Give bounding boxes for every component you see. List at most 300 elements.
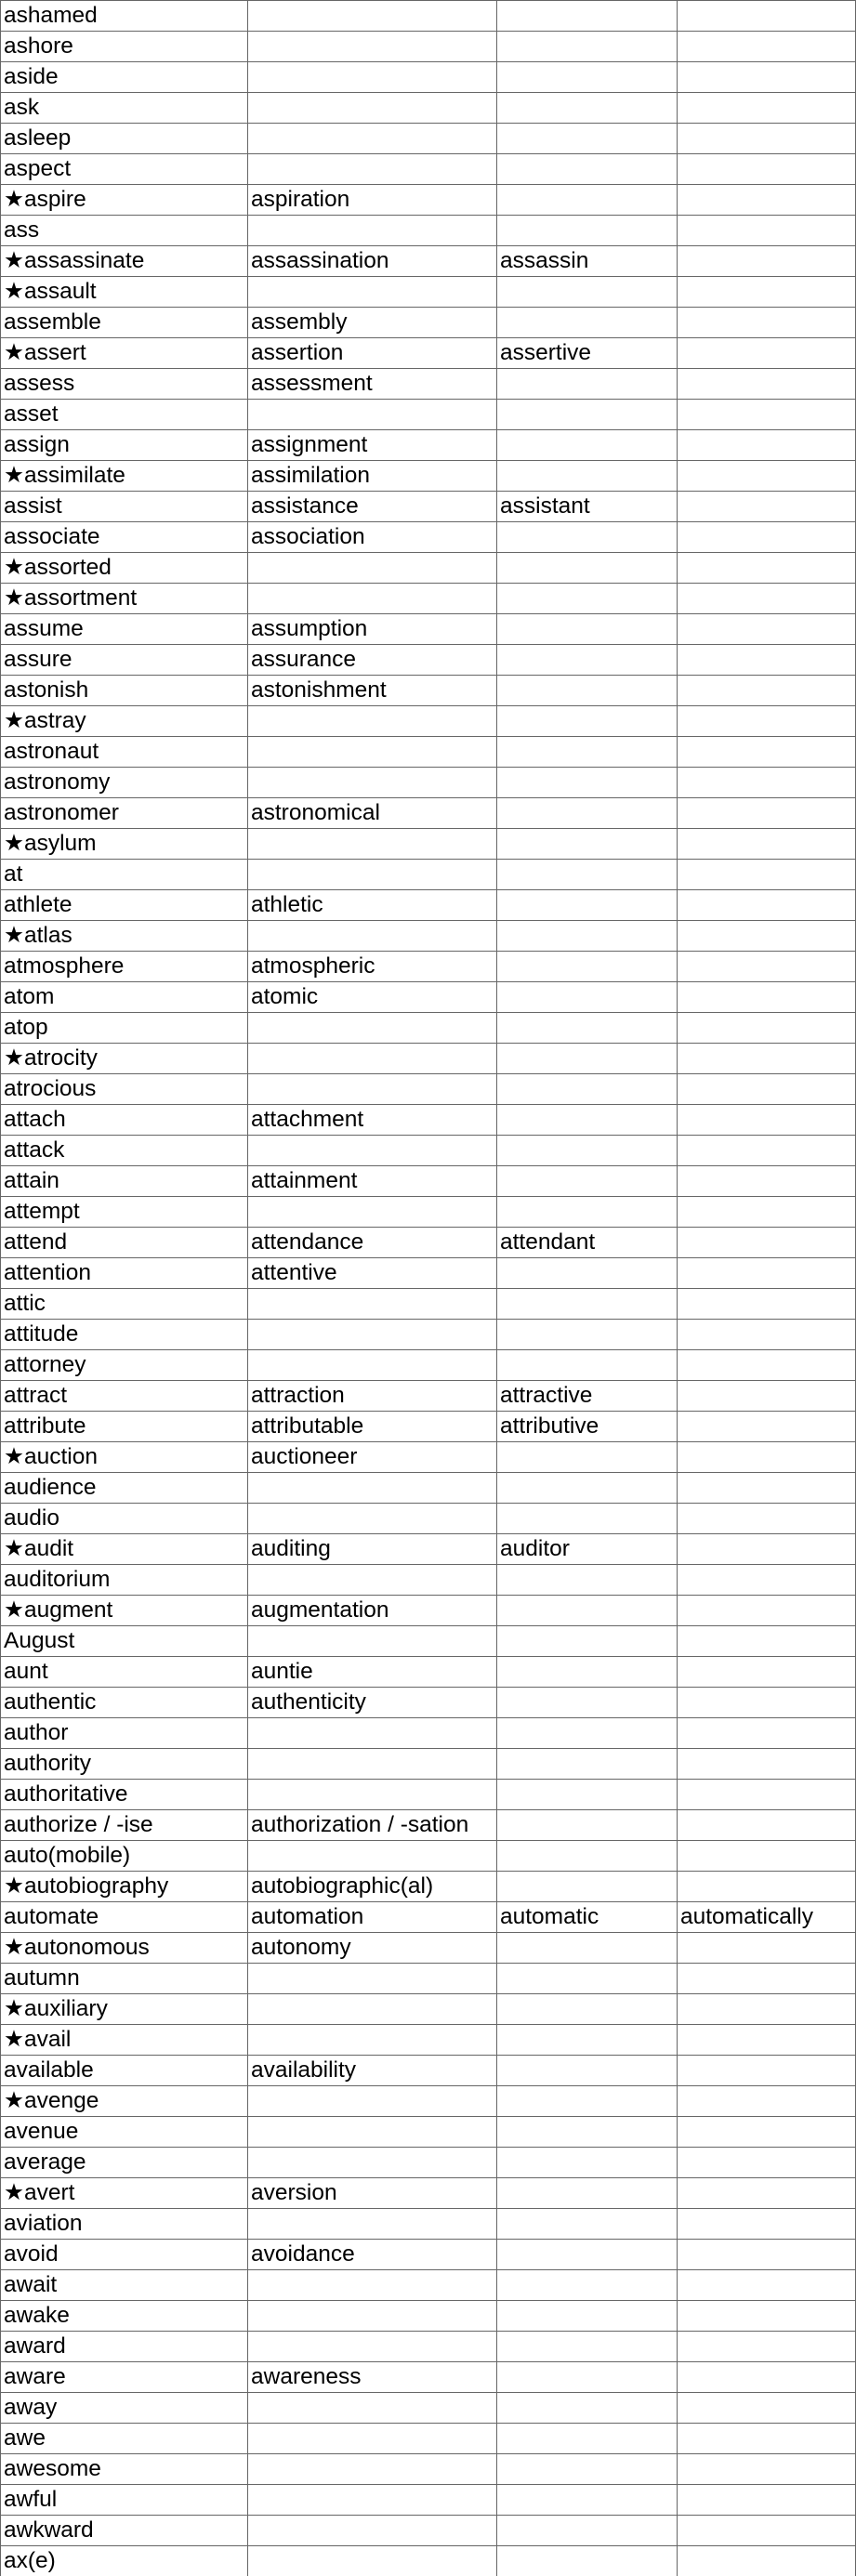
- third-form-cell[interactable]: [500, 1717, 671, 1748]
- fourth-form-cell[interactable]: [680, 1840, 856, 1871]
- word-cell[interactable]: aware: [4, 2364, 66, 2389]
- fourth-form-cell[interactable]: [680, 1809, 856, 1840]
- word-cell[interactable]: auditorium: [4, 1567, 111, 1592]
- third-form-cell[interactable]: [500, 521, 671, 552]
- third-form-cell[interactable]: [500, 153, 671, 184]
- fourth-form-cell[interactable]: [680, 2300, 856, 2331]
- word-cell[interactable]: ashore: [4, 33, 73, 59]
- word-cell[interactable]: attribute: [4, 1413, 86, 1439]
- noun-form-cell[interactable]: [251, 1779, 494, 1809]
- word-cell[interactable]: assume: [4, 616, 84, 641]
- word-cell[interactable]: atop: [4, 1015, 48, 1040]
- third-form-cell[interactable]: [500, 1165, 671, 1196]
- third-form-cell[interactable]: [500, 2024, 671, 2055]
- word-cell[interactable]: autumn: [4, 1965, 80, 1991]
- word-cell[interactable]: ★augment: [4, 1597, 113, 1623]
- fourth-form-cell[interactable]: [680, 92, 856, 123]
- third-form-cell[interactable]: [500, 951, 671, 981]
- third-form-cell[interactable]: attributive: [500, 1413, 599, 1439]
- word-cell[interactable]: award: [4, 2333, 66, 2359]
- third-form-cell[interactable]: [500, 1779, 671, 1809]
- noun-form-cell[interactable]: aversion: [251, 2180, 337, 2205]
- word-cell[interactable]: ashamed: [4, 3, 98, 28]
- third-form-cell[interactable]: [500, 1073, 671, 1104]
- third-form-cell[interactable]: [500, 1503, 671, 1533]
- word-cell[interactable]: attach: [4, 1107, 66, 1132]
- noun-form-cell[interactable]: authenticity: [251, 1689, 366, 1715]
- word-cell[interactable]: ass: [4, 217, 40, 243]
- word-cell[interactable]: aside: [4, 64, 59, 89]
- word-cell[interactable]: attend: [4, 1229, 68, 1255]
- third-form-cell[interactable]: [500, 675, 671, 705]
- noun-form-cell[interactable]: athletic: [251, 892, 323, 917]
- noun-form-cell[interactable]: [251, 31, 494, 61]
- third-form-cell[interactable]: [500, 61, 671, 92]
- third-form-cell[interactable]: [500, 1625, 671, 1656]
- fourth-form-cell[interactable]: [680, 61, 856, 92]
- third-form-cell[interactable]: [500, 1104, 671, 1135]
- fourth-form-cell[interactable]: [680, 2116, 856, 2147]
- noun-form-cell[interactable]: assessment: [251, 371, 373, 396]
- fourth-form-cell[interactable]: [680, 675, 856, 705]
- word-cell[interactable]: audio: [4, 1505, 59, 1531]
- noun-form-cell[interactable]: auntie: [251, 1659, 313, 1684]
- noun-form-cell[interactable]: attributable: [251, 1413, 364, 1439]
- noun-form-cell[interactable]: [251, 153, 494, 184]
- word-cell[interactable]: awkward: [4, 2517, 94, 2543]
- fourth-form-cell[interactable]: [680, 2085, 856, 2116]
- third-form-cell[interactable]: [500, 368, 671, 399]
- fourth-form-cell[interactable]: [680, 307, 856, 337]
- third-form-cell[interactable]: [500, 1441, 671, 1472]
- fourth-form-cell[interactable]: [680, 1349, 856, 1380]
- fourth-form-cell[interactable]: [680, 521, 856, 552]
- word-cell[interactable]: awake: [4, 2303, 70, 2328]
- fourth-form-cell[interactable]: [680, 1288, 856, 1319]
- noun-form-cell[interactable]: [251, 1135, 494, 1165]
- word-cell[interactable]: ★aspire: [4, 187, 86, 212]
- fourth-form-cell[interactable]: [680, 1196, 856, 1227]
- noun-form-cell[interactable]: attendance: [251, 1229, 364, 1255]
- noun-form-cell[interactable]: [251, 705, 494, 736]
- word-cell[interactable]: ★avenge: [4, 2088, 99, 2113]
- word-cell[interactable]: August: [4, 1628, 75, 1653]
- noun-form-cell[interactable]: attraction: [251, 1383, 345, 1408]
- noun-form-cell[interactable]: [251, 61, 494, 92]
- word-cell[interactable]: atom: [4, 984, 55, 1009]
- fourth-form-cell[interactable]: [680, 1871, 856, 1901]
- word-cell[interactable]: astronomer: [4, 800, 119, 825]
- noun-form-cell[interactable]: [251, 2024, 494, 2055]
- noun-form-cell[interactable]: [251, 0, 494, 31]
- noun-form-cell[interactable]: assembly: [251, 309, 348, 335]
- third-form-cell[interactable]: [500, 1288, 671, 1319]
- noun-form-cell[interactable]: [251, 2208, 494, 2239]
- third-form-cell[interactable]: [500, 92, 671, 123]
- fourth-form-cell[interactable]: [680, 2484, 856, 2515]
- noun-form-cell[interactable]: assertion: [251, 340, 344, 365]
- word-cell[interactable]: ★astray: [4, 708, 86, 733]
- fourth-form-cell[interactable]: [680, 1135, 856, 1165]
- third-form-cell[interactable]: [500, 1871, 671, 1901]
- word-cell[interactable]: attitude: [4, 1321, 79, 1347]
- word-cell[interactable]: astonish: [4, 677, 89, 703]
- fourth-form-cell[interactable]: [680, 1963, 856, 1993]
- noun-form-cell[interactable]: astronomical: [251, 800, 380, 825]
- noun-form-cell[interactable]: [251, 1840, 494, 1871]
- fourth-form-cell[interactable]: [680, 1319, 856, 1349]
- third-form-cell[interactable]: [500, 2085, 671, 2116]
- third-form-cell[interactable]: attendant: [500, 1229, 596, 1255]
- noun-form-cell[interactable]: [251, 2331, 494, 2361]
- fourth-form-cell[interactable]: [680, 1411, 856, 1441]
- third-form-cell[interactable]: auditor: [500, 1536, 570, 1561]
- fourth-form-cell[interactable]: [680, 215, 856, 245]
- third-form-cell[interactable]: [500, 276, 671, 307]
- fourth-form-cell[interactable]: [680, 1932, 856, 1963]
- fourth-form-cell[interactable]: [680, 981, 856, 1012]
- noun-form-cell[interactable]: awareness: [251, 2364, 362, 2389]
- noun-form-cell[interactable]: [251, 552, 494, 583]
- fourth-form-cell[interactable]: [680, 31, 856, 61]
- third-form-cell[interactable]: [500, 797, 671, 828]
- noun-form-cell[interactable]: [251, 1319, 494, 1349]
- third-form-cell[interactable]: [500, 184, 671, 215]
- third-form-cell[interactable]: [500, 828, 671, 859]
- fourth-form-cell[interactable]: [680, 1104, 856, 1135]
- noun-form-cell[interactable]: automation: [251, 1904, 364, 1929]
- word-cell[interactable]: attorney: [4, 1352, 86, 1377]
- word-cell[interactable]: attack: [4, 1137, 65, 1163]
- word-cell[interactable]: awesome: [4, 2456, 101, 2481]
- fourth-form-cell[interactable]: [680, 399, 856, 429]
- fourth-form-cell[interactable]: [680, 429, 856, 460]
- fourth-form-cell[interactable]: [680, 0, 856, 31]
- third-form-cell[interactable]: [500, 767, 671, 797]
- third-form-cell[interactable]: assassin: [500, 248, 589, 273]
- fourth-form-cell[interactable]: [680, 245, 856, 276]
- noun-form-cell[interactable]: [251, 1073, 494, 1104]
- noun-form-cell[interactable]: atomic: [251, 984, 319, 1009]
- third-form-cell[interactable]: automatic: [500, 1904, 599, 1929]
- word-cell[interactable]: avoid: [4, 2241, 59, 2267]
- third-form-cell[interactable]: [500, 552, 671, 583]
- word-cell[interactable]: ★avail: [4, 2027, 72, 2052]
- third-form-cell[interactable]: [500, 1043, 671, 1073]
- word-cell[interactable]: ★autobiography: [4, 1873, 169, 1899]
- word-cell[interactable]: ★assortment: [4, 585, 138, 611]
- noun-form-cell[interactable]: [251, 1993, 494, 2024]
- noun-form-cell[interactable]: assistance: [251, 493, 359, 519]
- fourth-form-cell[interactable]: [680, 1533, 856, 1564]
- fourth-form-cell[interactable]: [680, 889, 856, 920]
- noun-form-cell[interactable]: [251, 2545, 494, 2576]
- word-cell[interactable]: authority: [4, 1751, 91, 1776]
- fourth-form-cell[interactable]: [680, 613, 856, 644]
- fourth-form-cell[interactable]: [680, 583, 856, 613]
- word-cell[interactable]: author: [4, 1720, 69, 1745]
- third-form-cell[interactable]: [500, 859, 671, 889]
- fourth-form-cell[interactable]: [680, 2147, 856, 2177]
- fourth-form-cell[interactable]: [680, 1073, 856, 1104]
- word-cell[interactable]: available: [4, 2057, 94, 2083]
- noun-form-cell[interactable]: [251, 1748, 494, 1779]
- third-form-cell[interactable]: attractive: [500, 1383, 593, 1408]
- fourth-form-cell[interactable]: [680, 123, 856, 153]
- fourth-form-cell[interactable]: [680, 491, 856, 521]
- third-form-cell[interactable]: [500, 1687, 671, 1717]
- third-form-cell[interactable]: [500, 1809, 671, 1840]
- noun-form-cell[interactable]: [251, 2515, 494, 2545]
- noun-form-cell[interactable]: [251, 767, 494, 797]
- noun-form-cell[interactable]: assignment: [251, 432, 368, 457]
- word-cell[interactable]: assign: [4, 432, 70, 457]
- fourth-form-cell[interactable]: [680, 767, 856, 797]
- third-form-cell[interactable]: [500, 1932, 671, 1963]
- third-form-cell[interactable]: [500, 1135, 671, 1165]
- word-cell[interactable]: athlete: [4, 892, 72, 917]
- third-form-cell[interactable]: [500, 2116, 671, 2147]
- noun-form-cell[interactable]: assurance: [251, 647, 357, 672]
- third-form-cell[interactable]: [500, 2545, 671, 2576]
- third-form-cell[interactable]: [500, 31, 671, 61]
- third-form-cell[interactable]: [500, 2392, 671, 2423]
- fourth-form-cell[interactable]: [680, 705, 856, 736]
- fourth-form-cell[interactable]: [680, 460, 856, 491]
- noun-form-cell[interactable]: avoidance: [251, 2241, 355, 2267]
- noun-form-cell[interactable]: augmentation: [251, 1597, 389, 1623]
- third-form-cell[interactable]: [500, 2208, 671, 2239]
- word-cell[interactable]: ★avert: [4, 2180, 75, 2205]
- noun-form-cell[interactable]: association: [251, 524, 365, 549]
- third-form-cell[interactable]: [500, 736, 671, 767]
- fourth-form-cell[interactable]: [680, 2177, 856, 2208]
- fourth-form-cell[interactable]: [680, 1165, 856, 1196]
- word-cell[interactable]: authoritative: [4, 1781, 128, 1807]
- fourth-form-cell[interactable]: [680, 2269, 856, 2300]
- fourth-form-cell[interactable]: [680, 1441, 856, 1472]
- fourth-form-cell[interactable]: [680, 2024, 856, 2055]
- fourth-form-cell[interactable]: [680, 2545, 856, 2576]
- word-cell[interactable]: atmosphere: [4, 953, 125, 979]
- word-cell[interactable]: asleep: [4, 125, 72, 151]
- third-form-cell[interactable]: [500, 1595, 671, 1625]
- noun-form-cell[interactable]: astonishment: [251, 677, 387, 703]
- third-form-cell[interactable]: [500, 613, 671, 644]
- fourth-form-cell[interactable]: [680, 2515, 856, 2545]
- word-cell[interactable]: ★atlas: [4, 923, 72, 948]
- fourth-form-cell[interactable]: [680, 736, 856, 767]
- third-form-cell[interactable]: [500, 1257, 671, 1288]
- fourth-form-cell[interactable]: [680, 1687, 856, 1717]
- word-cell[interactable]: assure: [4, 647, 72, 672]
- word-cell[interactable]: astronaut: [4, 739, 99, 764]
- word-cell[interactable]: ★assault: [4, 279, 97, 304]
- noun-form-cell[interactable]: autonomy: [251, 1935, 351, 1960]
- third-form-cell[interactable]: [500, 1012, 671, 1043]
- noun-form-cell[interactable]: assumption: [251, 616, 368, 641]
- word-cell[interactable]: attic: [4, 1291, 46, 1316]
- word-cell[interactable]: ★asylum: [4, 831, 97, 856]
- third-form-cell[interactable]: [500, 644, 671, 675]
- noun-form-cell[interactable]: atmospheric: [251, 953, 375, 979]
- third-form-cell[interactable]: [500, 215, 671, 245]
- third-form-cell[interactable]: [500, 1319, 671, 1349]
- third-form-cell[interactable]: [500, 1748, 671, 1779]
- fourth-form-cell[interactable]: [680, 828, 856, 859]
- noun-form-cell[interactable]: [251, 736, 494, 767]
- noun-form-cell[interactable]: [251, 1196, 494, 1227]
- fourth-form-cell[interactable]: [680, 368, 856, 399]
- noun-form-cell[interactable]: auditing: [251, 1536, 331, 1561]
- noun-form-cell[interactable]: assimilation: [251, 463, 370, 488]
- word-cell[interactable]: await: [4, 2272, 58, 2297]
- third-form-cell[interactable]: [500, 2177, 671, 2208]
- third-form-cell[interactable]: [500, 2055, 671, 2085]
- word-cell[interactable]: attempt: [4, 1199, 80, 1224]
- noun-form-cell[interactable]: [251, 920, 494, 951]
- word-cell[interactable]: asset: [4, 401, 59, 427]
- third-form-cell[interactable]: [500, 2147, 671, 2177]
- noun-form-cell[interactable]: [251, 1043, 494, 1073]
- noun-form-cell[interactable]: assassination: [251, 248, 389, 273]
- noun-form-cell[interactable]: attainment: [251, 1168, 358, 1193]
- noun-form-cell[interactable]: [251, 2147, 494, 2177]
- noun-form-cell[interactable]: [251, 2085, 494, 2116]
- noun-form-cell[interactable]: [251, 2484, 494, 2515]
- noun-form-cell[interactable]: [251, 583, 494, 613]
- third-form-cell[interactable]: [500, 1472, 671, 1503]
- word-cell[interactable]: ★auxiliary: [4, 1996, 108, 2021]
- third-form-cell[interactable]: [500, 2331, 671, 2361]
- word-cell[interactable]: average: [4, 2149, 86, 2175]
- noun-form-cell[interactable]: [251, 215, 494, 245]
- fourth-form-cell[interactable]: [680, 2055, 856, 2085]
- fourth-form-cell[interactable]: [680, 1380, 856, 1411]
- word-cell[interactable]: auto(mobile): [4, 1843, 131, 1868]
- fourth-form-cell[interactable]: [680, 1625, 856, 1656]
- noun-form-cell[interactable]: [251, 828, 494, 859]
- noun-form-cell[interactable]: [251, 1288, 494, 1319]
- noun-form-cell[interactable]: [251, 2269, 494, 2300]
- third-form-cell[interactable]: [500, 2300, 671, 2331]
- word-cell[interactable]: ★atrocity: [4, 1045, 98, 1071]
- fourth-form-cell[interactable]: [680, 2331, 856, 2361]
- word-cell[interactable]: atrocious: [4, 1076, 97, 1101]
- fourth-form-cell[interactable]: [680, 1717, 856, 1748]
- word-cell[interactable]: attention: [4, 1260, 91, 1285]
- noun-form-cell[interactable]: [251, 2116, 494, 2147]
- third-form-cell[interactable]: [500, 1196, 671, 1227]
- noun-form-cell[interactable]: auctioneer: [251, 1444, 358, 1469]
- fourth-form-cell[interactable]: [680, 2453, 856, 2484]
- word-cell[interactable]: avenue: [4, 2119, 79, 2144]
- fourth-form-cell[interactable]: [680, 1564, 856, 1595]
- word-cell[interactable]: attract: [4, 1383, 68, 1408]
- fourth-form-cell[interactable]: [680, 1595, 856, 1625]
- word-cell[interactable]: ★auction: [4, 1444, 98, 1469]
- word-cell[interactable]: ★assimilate: [4, 463, 125, 488]
- third-form-cell[interactable]: assertive: [500, 340, 592, 365]
- third-form-cell[interactable]: [500, 920, 671, 951]
- fourth-form-cell[interactable]: [680, 1012, 856, 1043]
- third-form-cell[interactable]: [500, 307, 671, 337]
- word-cell[interactable]: aviation: [4, 2211, 83, 2236]
- third-form-cell[interactable]: [500, 1963, 671, 1993]
- third-form-cell[interactable]: [500, 1840, 671, 1871]
- third-form-cell[interactable]: [500, 705, 671, 736]
- fourth-form-cell[interactable]: [680, 2392, 856, 2423]
- word-cell[interactable]: ★audit: [4, 1536, 74, 1561]
- third-form-cell[interactable]: [500, 123, 671, 153]
- noun-form-cell[interactable]: [251, 1963, 494, 1993]
- word-cell[interactable]: authentic: [4, 1689, 97, 1715]
- fourth-form-cell[interactable]: [680, 1503, 856, 1533]
- word-cell[interactable]: automate: [4, 1904, 99, 1929]
- fourth-form-cell[interactable]: [680, 2361, 856, 2392]
- word-cell[interactable]: ★assorted: [4, 555, 112, 580]
- noun-form-cell[interactable]: authorization / -sation: [251, 1812, 469, 1837]
- noun-form-cell[interactable]: [251, 1717, 494, 1748]
- noun-form-cell[interactable]: [251, 1472, 494, 1503]
- noun-form-cell[interactable]: [251, 123, 494, 153]
- word-cell[interactable]: assess: [4, 371, 75, 396]
- third-form-cell[interactable]: assistant: [500, 493, 590, 519]
- fourth-form-cell[interactable]: [680, 337, 856, 368]
- word-cell[interactable]: audience: [4, 1475, 97, 1500]
- noun-form-cell[interactable]: [251, 2453, 494, 2484]
- word-cell[interactable]: astronomy: [4, 769, 111, 795]
- fourth-form-cell[interactable]: [680, 1748, 856, 1779]
- fourth-form-cell[interactable]: [680, 184, 856, 215]
- noun-form-cell[interactable]: autobiographic(al): [251, 1873, 434, 1899]
- noun-form-cell[interactable]: [251, 1349, 494, 1380]
- third-form-cell[interactable]: [500, 2453, 671, 2484]
- word-cell[interactable]: associate: [4, 524, 100, 549]
- noun-form-cell[interactable]: [251, 859, 494, 889]
- fourth-form-cell[interactable]: [680, 552, 856, 583]
- fourth-form-cell[interactable]: automatically: [680, 1904, 813, 1929]
- word-cell[interactable]: aspect: [4, 156, 72, 181]
- third-form-cell[interactable]: [500, 2361, 671, 2392]
- fourth-form-cell[interactable]: [680, 859, 856, 889]
- word-cell[interactable]: away: [4, 2395, 58, 2420]
- fourth-form-cell[interactable]: [680, 276, 856, 307]
- word-cell[interactable]: authorize / -ise: [4, 1812, 153, 1837]
- noun-form-cell[interactable]: [251, 276, 494, 307]
- third-form-cell[interactable]: [500, 2239, 671, 2269]
- noun-form-cell[interactable]: [251, 1503, 494, 1533]
- third-form-cell[interactable]: [500, 2423, 671, 2453]
- word-cell[interactable]: assist: [4, 493, 62, 519]
- word-cell[interactable]: ax(e): [4, 2548, 56, 2573]
- word-cell[interactable]: assemble: [4, 309, 101, 335]
- fourth-form-cell[interactable]: [680, 1993, 856, 2024]
- noun-form-cell[interactable]: [251, 399, 494, 429]
- noun-form-cell[interactable]: [251, 2423, 494, 2453]
- third-form-cell[interactable]: [500, 2515, 671, 2545]
- fourth-form-cell[interactable]: [680, 2208, 856, 2239]
- noun-form-cell[interactable]: attachment: [251, 1107, 364, 1132]
- third-form-cell[interactable]: [500, 2484, 671, 2515]
- word-cell[interactable]: ★assert: [4, 340, 86, 365]
- third-form-cell[interactable]: [500, 1564, 671, 1595]
- noun-form-cell[interactable]: availability: [251, 2057, 357, 2083]
- noun-form-cell[interactable]: aspiration: [251, 187, 350, 212]
- fourth-form-cell[interactable]: [680, 153, 856, 184]
- word-cell[interactable]: ask: [4, 95, 40, 120]
- third-form-cell[interactable]: [500, 429, 671, 460]
